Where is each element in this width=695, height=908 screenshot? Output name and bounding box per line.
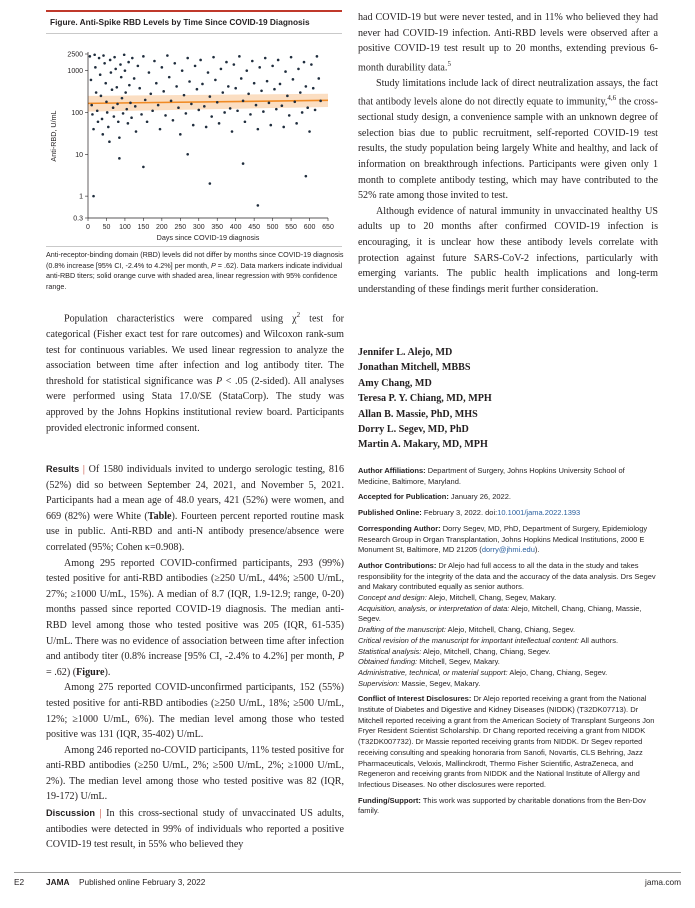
data-point <box>108 140 111 143</box>
data-point <box>105 100 108 103</box>
data-point <box>212 56 215 59</box>
data-point <box>92 128 95 131</box>
published-date: Published online February 3, 2022 <box>79 877 206 887</box>
author-name: Jonathan Mitchell, MBBS <box>358 362 471 374</box>
data-point <box>297 68 300 71</box>
data-point <box>133 77 136 80</box>
data-point <box>290 56 293 59</box>
data-point <box>220 68 223 71</box>
data-point <box>305 85 308 88</box>
data-point <box>317 77 320 80</box>
author-name: Martin A. Makary, MD, MPH <box>358 439 488 451</box>
data-point <box>172 119 175 122</box>
data-point <box>142 166 145 169</box>
x-tick-label: 450 <box>248 224 260 231</box>
data-point <box>89 55 92 58</box>
data-point <box>116 86 119 89</box>
data-point <box>221 91 224 94</box>
data-point <box>142 55 145 58</box>
y-tick-label: 10 <box>75 151 83 159</box>
data-point <box>269 124 272 127</box>
data-point <box>186 57 189 60</box>
data-point <box>260 89 263 92</box>
data-point <box>179 133 182 136</box>
y-axis-label: Anti-RBD, U/mL <box>49 110 58 162</box>
data-point <box>162 90 165 93</box>
data-point <box>107 126 110 129</box>
methods-paragraph: Population characteristics were compared using $\chi^2$ test for categorical (Fisher exact test for rare outcomes) and Wilcoxon rank-sum test for continuous variables. We used linear regression to analyze the association between time after infection and log antibody titer. The threshold for statistical significance was P < .05 (2-sided). All analyses were performed using Stata 17.0/SE (StataCorp). The study was approved by the Johns Hopkins institutional review board. Participants provided electronic informed consent. <box>46 311 345 434</box>
article-info: Author Affiliations: Department of Surgery, Johns Hopkins University School of Medicine, Baltimore, Maryland. Accepted for Publication: January 26, 2022. Published Online: February 3, 2022. doi:10.1001/jama.2022.1393 Corresponding Author: Dorry Segev, MD, PhD, Department of Surgery, Epidemiology Research Group in Organ Transplantation, Johns Hopkins Medical Institutions, 2000 E Monument St, Baltimore, MD 21205 (dorry@jhmi.edu). Author Contributions: Dr Alejo had full access to all the data in the study and takes responsibility for the integrity of the data and the accuracy of the data analysis. Drs Segev and Makary contributed equally as senior authors. Concept and design: Alejo, Mitchell, Chang, Segev, Makary. Acquisition, analysis, or interpretation of data: Alejo, Mitchell, Chang, Chiang, Massie, Segev. Drafting of the manuscript: Alejo, Mitchell, Chang, Chiang, Segev. Critical revision of the manuscript for important intellectual content: All authors. Statistical analysis: Alejo, Mitchell, Chang, Chiang, Segev. Obtained funding: Mitchell, Segev, Makary. Administrative, technical, or material support: Alejo, Chang, Chiang, Segev. Supervision: Massie, Segev, Makary. Conflict of Interest Disclosures: Dr Alejo reported receiving a grant from the National Institute of Diabetes and Digestive and Kidney Diseases (NIDDK) (T32DK07713). Dr Mitchell reported receiving a grant from the American Society of Transplant Surgeons Jon Fryer Resident Scientist Scholarship. Dr Chang reported receiving a grant from NIDDK (T32DK007732). Dr Massie reported receiving grants from NIDDK. Dr Segev reported receiving consulting and speaking honoraria from Sanofi, Novartis, CLS Behring, Jazz Pharmaceuticals, Veloxis, Mallinckrodt, Thermo Fisher Scientific, AstraZeneca, and Regeneron and receiving grants from NIDDK and the National Institute of Allergy and Infectious Diseases. No other disclosures were reported. Funding/Support: This work was supported by charitable donations from the Ben-Dov family. <box>358 466 656 816</box>
footer-rule <box>14 872 681 873</box>
data-point <box>138 87 141 90</box>
data-point <box>242 100 245 103</box>
data-point <box>271 65 274 68</box>
data-point <box>257 128 260 131</box>
journal-name: JAMA <box>46 877 70 887</box>
data-point <box>103 62 106 65</box>
y-tick-label: 2500 <box>67 51 83 59</box>
data-point <box>262 110 265 113</box>
data-point <box>209 95 212 98</box>
data-point <box>268 102 271 105</box>
x-tick-label: 150 <box>137 224 150 231</box>
data-point <box>214 79 217 82</box>
data-point <box>173 62 176 65</box>
data-point <box>124 91 127 94</box>
data-point <box>146 120 149 123</box>
data-point <box>124 69 127 72</box>
results-heading: Results <box>46 464 80 474</box>
data-point <box>281 104 284 107</box>
y-tick-label: 100 <box>71 109 83 117</box>
data-point <box>153 60 156 63</box>
data-point <box>244 120 247 123</box>
data-point <box>223 111 226 114</box>
data-point <box>104 82 107 85</box>
data-point <box>225 61 228 64</box>
data-point <box>148 71 151 74</box>
data-point <box>207 71 210 74</box>
results-section: Results | Of 1580 individuals invited to undergo serologic testing, 816 (52%) did so between September 24, 2021, and November 5, 2021. Participants had a mean age of 48.0 years, 421 (52%) were women, and 669 (82%) were White (Table). Fourteen percent reported routine mask use in public. Anti-RBD and anti-N antibody presence/absence were correlated (95%; Cohen κ=0.908). Among 295 reported COVID-confirmed participants, 293 (99%) tested positive for anti-RBD antibodies (≥250 U/mL, 44%; ≥500 U/mL, 27%; ≥1000 U/mL, 15%). A median of 8.7 (IQR, 1.9-12.9; range, 0-20) months passed since reported COVID-19 diagnosis. The median anti-RBD level among those who tested positive was 205 (IQR, 61-535) U/mL. There was no evidence of association between time after infection and antibody titer (0.8% increase [95% CI, -2.4% to 4.2%] per month, P = .62) (Figure). Among 275 reported COVID-unconfirmed participants, 152 (55%) tested positive for anti-RBD antibodies (≥250 U/mL, 18%; ≥500 U/mL, 12%; ≥1000 U/mL, 6%). The median level among those who tested positive was 131 (IQR, 35-402) U/mL. Among 246 reported no-COVID participants, 11% tested positive for anti-RBD antibodies (≥250 U/mL, 2%; ≥500 U/mL, 2%; ≥1000 U/mL, 2%). The median level among those who tested positive was 82 (IQR, 19-172) U/mL. <box>46 464 344 803</box>
data-point <box>134 105 137 108</box>
x-tick-label: 100 <box>119 224 131 231</box>
data-point <box>316 55 319 58</box>
data-point <box>234 87 237 90</box>
data-point <box>199 59 202 62</box>
x-tick-label: 550 <box>285 224 297 231</box>
data-point <box>306 106 309 109</box>
data-point <box>205 126 208 129</box>
x-tick-label: 300 <box>192 224 205 231</box>
data-point <box>151 109 154 112</box>
data-point <box>106 111 109 114</box>
data-point <box>286 95 289 98</box>
data-point <box>118 136 121 139</box>
data-point <box>192 124 195 127</box>
doi-link[interactable]: 10.1001/jama.2022.1393 <box>497 508 581 518</box>
y-tick-label: 0.3 <box>73 215 83 223</box>
data-point <box>181 69 184 72</box>
data-point <box>101 118 104 121</box>
data-point <box>293 100 296 103</box>
data-point <box>110 71 113 74</box>
figure-title-rule <box>46 33 342 34</box>
figure-title: Figure. Anti-Spike RBD Levels by Time Since COVID-19 Diagnosis <box>50 17 310 27</box>
data-point <box>251 60 254 63</box>
data-point <box>157 104 160 107</box>
data-point <box>177 106 180 109</box>
discussion-section: Discussion | In this cross-sectional study of unvaccinated US adults, antibodies were detected in 99% of individuals who reported a positive COVID-19 test result, in 55% who believed they <box>46 808 344 851</box>
data-point <box>288 114 291 117</box>
author-name: Jennifer L. Alejo, MD <box>358 347 453 358</box>
x-axis-label: Days since COVID-19 diagnosis <box>156 233 260 242</box>
data-point <box>236 109 239 112</box>
author-name: Amy Chang, MD <box>358 377 432 389</box>
data-point <box>266 80 269 83</box>
data-point <box>116 103 119 106</box>
data-point <box>282 126 285 129</box>
plot-points <box>89 53 322 206</box>
data-point <box>99 73 102 76</box>
data-point <box>264 57 267 60</box>
x-tick-label: 0 <box>86 224 90 231</box>
caption-rule <box>46 246 342 247</box>
data-point <box>233 63 236 66</box>
data-point <box>218 122 221 125</box>
data-point <box>231 130 234 133</box>
data-point <box>94 66 97 69</box>
journal-site: jama.com <box>645 877 681 887</box>
data-point <box>101 133 104 136</box>
data-point <box>161 66 164 69</box>
data-point <box>131 57 134 60</box>
data-point <box>190 103 193 106</box>
x-tick-label: 350 <box>211 224 224 231</box>
data-point <box>127 122 130 125</box>
y-tick-label: 1000 <box>67 68 83 76</box>
data-point <box>277 59 280 62</box>
x-tick-label: 650 <box>322 224 334 231</box>
author-name: Teresa P. Y. Chiang, MD, MPH <box>358 393 492 405</box>
data-point <box>144 99 147 102</box>
data-point <box>257 204 260 207</box>
data-point <box>209 182 212 185</box>
data-point <box>319 100 322 103</box>
data-point <box>114 68 117 71</box>
author-name: Dorry L. Segev, MD, PhD <box>358 424 469 436</box>
data-point <box>118 157 121 160</box>
data-point <box>149 92 152 95</box>
data-point <box>273 88 276 91</box>
data-point <box>253 82 256 85</box>
data-point <box>216 101 219 104</box>
data-point <box>91 113 94 116</box>
page-footer <box>0 872 695 892</box>
discussion-heading: Discussion <box>46 808 96 818</box>
data-point <box>122 112 125 115</box>
data-point <box>227 85 230 88</box>
data-point <box>129 102 132 105</box>
data-point <box>111 88 114 91</box>
x-tick-label: 500 <box>266 224 279 231</box>
data-point <box>249 113 252 116</box>
data-point <box>185 112 188 115</box>
figure <box>46 10 342 244</box>
data-point <box>305 175 308 178</box>
plot-fit <box>88 94 328 112</box>
data-point <box>127 61 130 64</box>
data-point <box>137 65 140 68</box>
data-point <box>275 108 278 111</box>
data-point <box>159 128 162 131</box>
data-point <box>312 87 315 90</box>
data-point <box>308 130 311 133</box>
data-point <box>125 108 128 111</box>
data-point <box>98 57 101 60</box>
data-point <box>301 111 304 114</box>
data-point <box>242 162 245 165</box>
data-point <box>155 82 158 85</box>
data-point <box>112 106 115 109</box>
data-point <box>314 109 317 112</box>
page-number: E2 <box>14 877 25 887</box>
data-point <box>196 88 199 91</box>
data-point <box>255 104 258 107</box>
data-point <box>303 61 306 64</box>
data-point <box>113 115 116 118</box>
data-point <box>229 107 232 110</box>
data-point <box>120 76 123 79</box>
author-list <box>358 345 658 453</box>
data-point <box>135 130 138 133</box>
data-point <box>92 195 95 198</box>
data-point <box>168 76 171 79</box>
figure-caption: Anti-receptor-binding domain (RBD) levels did not differ by months since COVID-19 diagnosis (0.8% increase [95% CI, -2.4% to 4.2%] per month, P = .62). Data markers indicate individual anti-RBD titers; solid orange curve with shaded area, linear regression with 95% confidence range. <box>46 250 344 291</box>
data-point <box>245 69 248 72</box>
data-point <box>95 91 98 94</box>
data-point <box>279 83 282 86</box>
data-point <box>113 56 116 59</box>
data-point <box>100 95 103 98</box>
email-link[interactable]: dorry@jhmi.edu <box>481 545 535 555</box>
data-point <box>183 94 186 97</box>
data-point <box>128 84 131 87</box>
scatter-plot <box>46 42 342 252</box>
data-point <box>240 77 243 80</box>
data-point <box>295 122 298 125</box>
data-point <box>247 92 250 95</box>
data-point <box>188 80 191 83</box>
data-point <box>258 66 261 69</box>
data-point <box>109 59 112 62</box>
data-point <box>186 153 189 156</box>
data-point <box>175 85 178 88</box>
x-tick-label: 50 <box>102 224 111 231</box>
data-point <box>166 54 169 57</box>
data-point <box>164 114 167 117</box>
data-point <box>130 116 133 119</box>
x-tick-label: 200 <box>156 224 168 231</box>
x-tick-label: 400 <box>229 224 242 231</box>
data-point <box>117 120 120 123</box>
x-tick-label: 250 <box>174 224 187 231</box>
data-point <box>123 53 126 56</box>
data-point <box>310 63 313 66</box>
data-point <box>97 120 100 123</box>
data-point <box>292 78 295 81</box>
x-tick-label: 600 <box>303 224 316 231</box>
data-point <box>90 104 93 107</box>
data-point <box>299 91 302 94</box>
data-point <box>203 105 206 108</box>
data-point <box>102 54 105 57</box>
data-point <box>140 113 143 116</box>
data-point <box>197 109 200 112</box>
data-point <box>210 115 213 118</box>
data-point <box>90 79 93 82</box>
data-point <box>170 100 173 103</box>
data-point <box>93 53 96 56</box>
right-column-text: had COVID-19 but were never tested, and in 11% who believed they had never had COVID-19 infection. Anti-RBD levels were observed after a positive COVID-19 test result up to 20 months, extending previous 6-month durability data.$^5$ Study limitations include lack of direct neutralization assays, the fact that antibody levels alone do not directly equate to immunity,$^{4,6}$ the cross-sectional study design, a convenience sample with an unknown degree of selection bias due to public recruitment, self-reported COVID-19 test results, the study population being largely White and healthy, and lack of information on breakthrough infections. Participants were given only 1 month to complete antibody testing, which may have contributed to the 52% rate among those invited to test. Although evidence of natural immunity in unvaccinated healthy US adults up to 20 months after confirmed COVID-19 infection is encouraging, it is unclear how these antibody levels correlate with protection against future SARS-CoV-2 infections, particularly with emerging variants. The public health implications and long-term understanding of these findings merit further consideration. <box>358 12 658 295</box>
data-point <box>119 63 122 66</box>
data-point <box>96 109 99 112</box>
data-point <box>121 97 124 100</box>
data-point <box>201 83 204 86</box>
y-tick-label: 1 <box>79 193 83 201</box>
author-name: Allan B. Massie, PhD, MHS <box>358 408 478 420</box>
data-point <box>194 65 197 68</box>
data-point <box>284 70 287 73</box>
data-point <box>238 55 241 58</box>
